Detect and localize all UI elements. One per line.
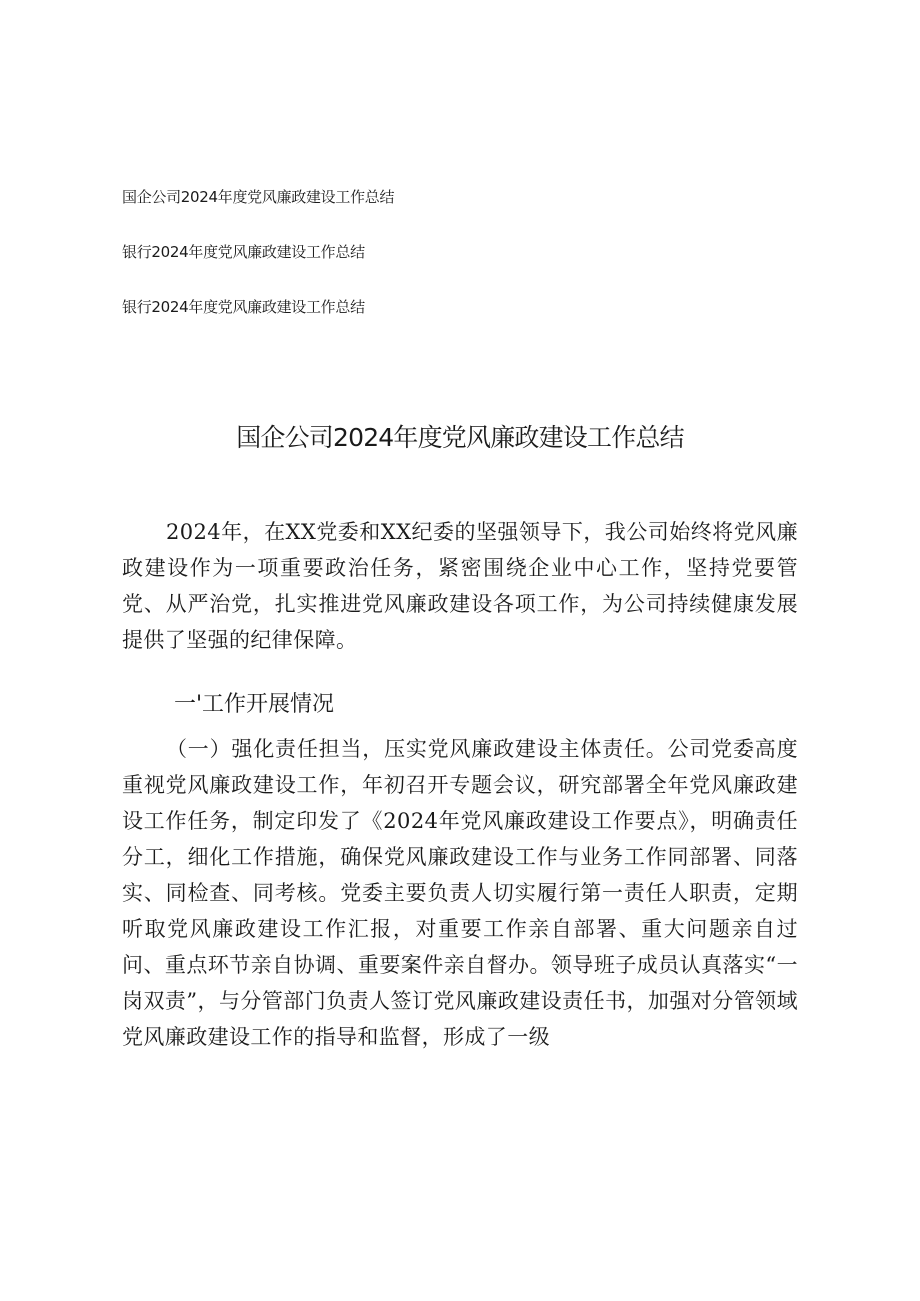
section-paragraph: （一）强化责任担当，压实党风廉政建设主体责任。公司党委高度重视党风廉政建设工作，年初召开专题会议，研究部署全年党风廉政建设工作任务，制定印发了《2024年党风廉政建设工作要点》，明确责任分工，细化工作措施，确保党风廉政建设工作与业务工作同部署、同落实、同检查、同考核。党委主要负责人切实履行第一责任人职责，定期听取党风廉政建设工作汇报，对重要工作亲自部署、重大问题亲自过问、重点环节亲自协调、重要案件亲自督办。领导班子成员认真落实“一岗双责”，与分管部门负责人签订党风廉政建设责任书，加强对分管领域党风廉政建设工作的指导和监督，形成了一级 bbox=[122, 737, 798, 1049]
section-heading: 一'工作开展情况 bbox=[174, 692, 335, 717]
toc-line-3: 银行2024年度党风廉政建设工作总结 bbox=[122, 298, 365, 316]
document-title: 国企公司2024年度党风廉政建设工作总结 bbox=[236, 423, 684, 452]
toc-line-2: 银行2024年度党风廉政建设工作总结 bbox=[122, 243, 365, 261]
intro-paragraph: 2024年，在XX党委和XX纪委的坚强领导下，我公司始终将党风廉政建设作为一项重要政治任务，紧密围绕企业中心工作，坚持党要管党、从严治党，扎实推进党风廉政建设各项工作，为公司持续健康发展提供了坚强的纪律保障。 bbox=[122, 520, 798, 652]
toc-line-1: 国企公司2024年度党风廉政建设工作总结 bbox=[122, 188, 395, 206]
